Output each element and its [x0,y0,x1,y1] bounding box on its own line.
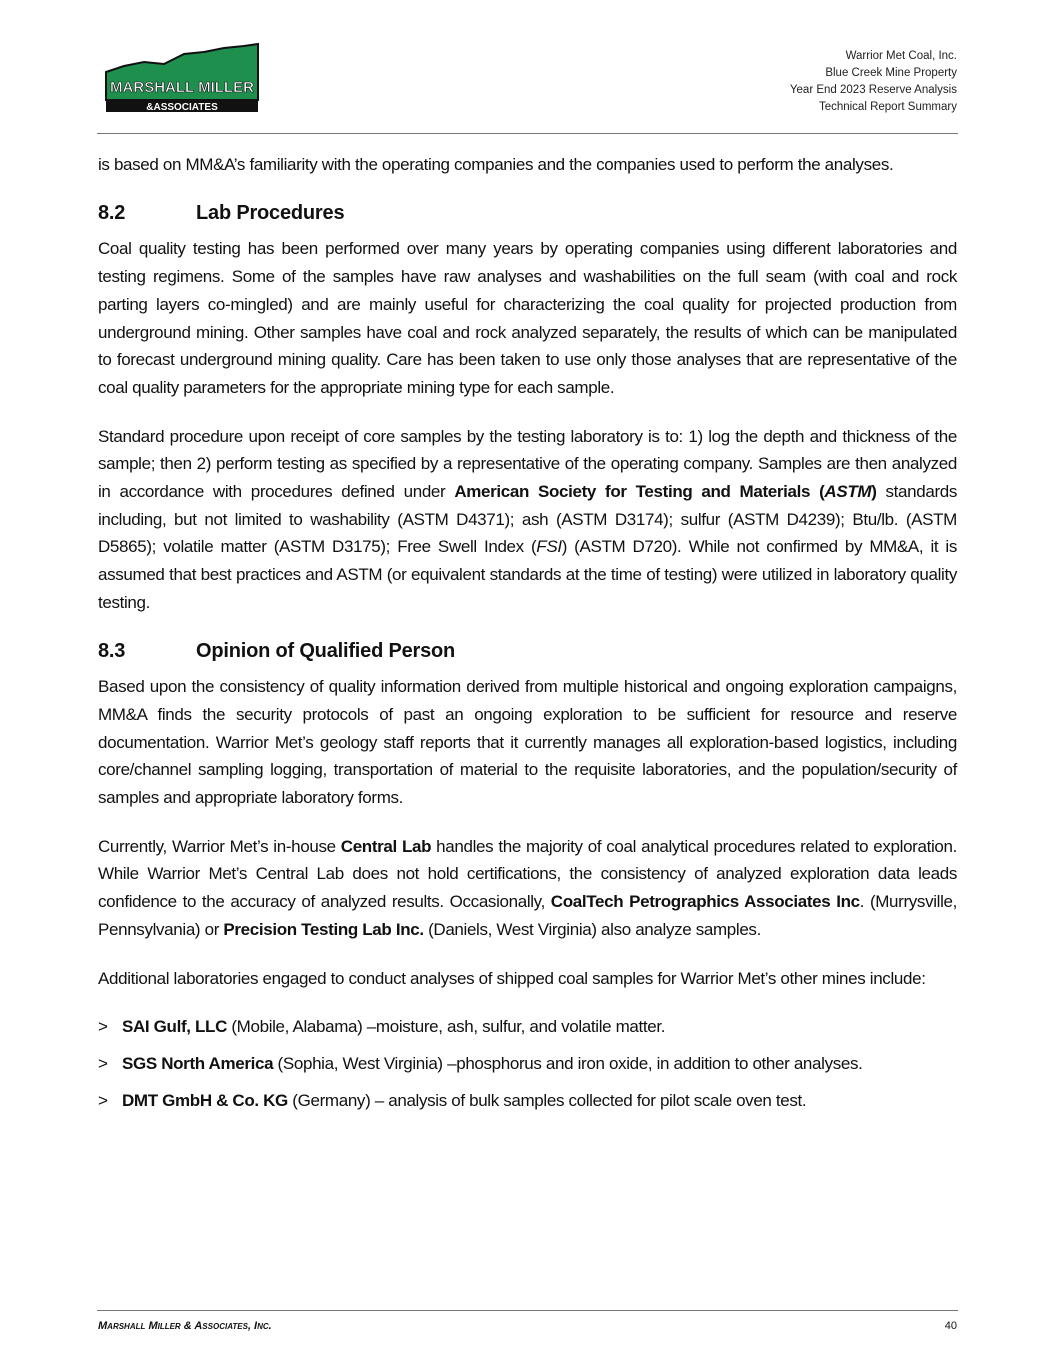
bullet-text [122,1087,957,1115]
paragraph [98,423,957,617]
paragraph [98,235,957,401]
text-run: standards including, but not limited to washability (ASTM D4371); ash (ASTM D3174); sulfur (ASTM D4239); Btu/lb. (ASTM D5865); volatile matter (ASTM D3175); Free Swell Index ( [98,482,958,557]
text-run: Based upon the consistency of quality information derived from multiple historical and ongoing exploration campaigns, MM&A finds the security protocols of past an ongoing exploration to be sufficient for resource and reserve documentation. Warrior Met’s geology staff reports that it currently manages all exploration-based logistics, including core/channel sampling logging, transportation of material to the requisite laboratories, and the population/security of samples and appropriate laboratory forms. [98,677,957,808]
text-run: handles the majority of coal analytical procedures related to exploration. While Warrior Met’s Central Lab does not hold certifications, the consistency of analyzed exploration data leads confidence to the accuracy of analyzed results. Occasionally, [98,836,957,912]
bullet-marker: > [98,1017,108,1037]
header-line: Blue Creek Mine Property [825,67,957,79]
bullet-item [98,1087,957,1115]
section-heading [98,638,957,666]
page-number: 40 [944,1320,957,1332]
paragraph [98,833,957,944]
text-run: ) [871,482,877,502]
text-run: DMT GmbH & Co. KG [122,1090,288,1110]
text-run: CoalTech Petrographics Associates Inc [550,892,860,912]
paragraph [98,965,957,993]
bullet-text [122,1013,957,1041]
text-run: American Society for Testing and Materials ( [454,482,825,502]
running-header [790,48,957,116]
text-run: is based on MM&A’s familiarity with the operating companies and the companies used to perform the analyses. [98,155,894,174]
text-run: (Daniels, West Virginia) also analyze samples. [423,919,761,939]
header-line: Technical Report Summary [818,101,957,113]
company-logo [104,42,260,114]
section-number: 8.3 [98,639,126,662]
text-run: ) (ASTM D720). While not confirmed by MM&A, it is assumed that best practices and ASTM (or equivalent standards at the time of testing) were utilized in laboratory quality testing. [98,537,957,612]
text-run: (Mobile, Alabama) –moisture, ash, sulfur, and volatile matter. [227,1017,666,1037]
bullet-marker: > [98,1053,108,1073]
text-run: Additional laboratories engaged to conduct analyses of shipped coal samples for Warrior Met’s other mines include: [98,968,926,988]
section-heading [98,200,957,228]
footer-divider [97,1310,958,1311]
text-run: SAI Gulf, LLC [122,1017,227,1037]
bullet-item [98,1013,957,1041]
svg-text:MARSHALL MILLER: MARSHALL MILLER [110,79,254,96]
svg-text:&ASSOCIATES: &ASSOCIATES [146,102,218,113]
text-run: Coal quality testing has been performed over many years by operating companies using different laboratories and testing regimens. Some of the samples have raw analyses and washabilities on the full seam (with coal and rock parting layers co-mingled) and are mainly useful for characterizing the coal quality for projected production from underground mining. Other samples have coal and rock analyzed separately, the results of which can be manipulated to forecast underground mining quality. Care has been taken to use only those analyses that are representative of the coal quality parameters for the appropriate mining type for each sample. [98,239,957,397]
text-run: (Sophia, West Virginia) –phosphorus and iron oxide, in addition to other analyses. [273,1053,863,1073]
text-run: FSI [536,537,562,557]
bullet-text [122,1050,957,1078]
footer-company: Marshall Miller & Associates, Inc. [98,1320,272,1332]
text-run: SGS North America [122,1053,274,1073]
text-run: Currently, Warrior Met’s in-house [98,836,341,856]
bullet-item [98,1050,957,1078]
section-number: 8.2 [98,201,126,224]
text-run: Standard procedure upon receipt of core samples by the testing laboratory is to: 1) log the depth and thickness of the sample; then 2) perform testing as specified by a representative of the operating company. Samples are then analyzed in accordance with procedures defined under [98,426,957,502]
header-line: Year End 2023 Reserve Analysis [789,84,957,96]
section-title: Opinion of Qualified Person [196,639,456,662]
header-line: Warrior Met Coal, Inc. [845,50,957,62]
text-run: Central Lab [340,836,432,856]
paragraph [98,673,957,812]
text-run: ASTM [824,482,872,502]
bullet-marker: > [98,1090,108,1110]
text-run: (Germany) – analysis of bulk samples collected for pilot scale oven test. [287,1090,807,1110]
header-divider [97,133,958,134]
paragraph [98,151,957,179]
text-run: Precision Testing Lab Inc. [223,919,424,939]
section-title: Lab Procedures [196,201,345,224]
document-body [98,151,957,1123]
text-run: . (Murrysville, Pennsylvania) or [98,892,957,939]
